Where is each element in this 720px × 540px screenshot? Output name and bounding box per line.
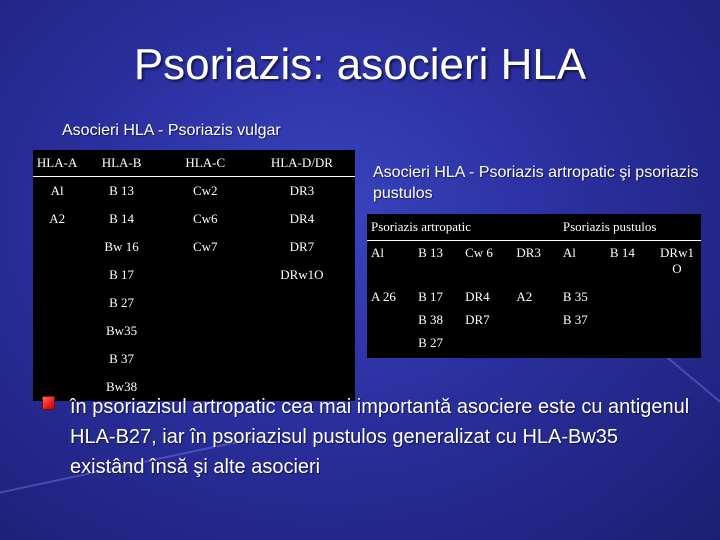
table-header-row xyxy=(367,214,701,241)
table-cell xyxy=(162,345,249,373)
table-psoriazis-vulgar xyxy=(33,150,355,401)
table-cell: Al xyxy=(371,245,384,260)
table-cell: B 37 xyxy=(109,351,134,366)
column-header: Psoriazis artropatic xyxy=(367,214,559,241)
table-cell xyxy=(512,312,559,335)
table-row xyxy=(33,205,355,233)
table-cell: Bw 16 xyxy=(104,239,139,254)
table-row xyxy=(367,335,701,358)
table-cell xyxy=(606,335,653,358)
table-cell: B 35 xyxy=(562,289,588,304)
table-header-row xyxy=(33,150,355,177)
table-cell xyxy=(367,335,414,358)
column-header: HLA-C xyxy=(162,150,249,177)
table-cell xyxy=(606,289,653,312)
table-cell xyxy=(653,335,701,358)
table-cell: B 13 xyxy=(418,245,443,260)
subtitle-psoriazis-artropatic-pustulos: Asocieri HLA - Psoriazis artropatic şi psoriazis pustulos xyxy=(373,164,699,202)
column-header: HLA-B xyxy=(81,150,162,177)
table-cell: B 27 xyxy=(418,335,443,350)
column-header: HLA-A xyxy=(33,150,81,177)
table-cell: B 27 xyxy=(109,295,134,310)
column-header: Psoriazis pustulos xyxy=(559,214,701,241)
table-cell: Cw6 xyxy=(192,211,218,226)
table-row xyxy=(33,317,355,345)
table-row xyxy=(33,289,355,317)
table-cell: Cw 6 xyxy=(465,245,493,260)
bullet-item xyxy=(42,392,692,482)
table-cell xyxy=(653,312,701,335)
table-cell xyxy=(512,335,559,358)
table-cell xyxy=(162,261,249,289)
table-cell: Al xyxy=(562,245,576,260)
table-cell: Cw7 xyxy=(192,239,218,254)
bullet-text: în psoriazisul artropatic cea mai importantă asociere este cu antigenul HLA-B27, iar în psoriazisul pustulos generalizat cu HLA-Bw35 existând însă şi alte asocieri xyxy=(70,396,690,478)
table-cell: DR3 xyxy=(289,183,315,198)
table-cell: B 14 xyxy=(609,245,635,260)
table-cell xyxy=(249,345,355,373)
table-row xyxy=(367,241,701,290)
table-cell: Cw2 xyxy=(192,183,218,198)
table-cell: Bw35 xyxy=(106,323,138,338)
table-row xyxy=(33,233,355,261)
table-cell xyxy=(162,289,249,317)
table-cell: A2 xyxy=(516,289,533,304)
table-cell xyxy=(559,335,606,358)
column-header: HLA-D/DR xyxy=(249,150,355,177)
table-row xyxy=(33,177,355,206)
table-row xyxy=(33,261,355,289)
table-cell: A 26 xyxy=(371,289,396,304)
table-cell: B 13 xyxy=(109,183,134,198)
table-cell xyxy=(461,335,512,358)
table-cell xyxy=(33,233,81,261)
table-cell xyxy=(33,317,81,345)
table-cell: B 14 xyxy=(109,211,134,226)
table-cell xyxy=(33,261,81,289)
table-row xyxy=(33,345,355,373)
table-cell: DRw1 O xyxy=(660,245,694,276)
table-cell xyxy=(367,312,414,335)
table-cell: DR7 xyxy=(289,239,315,254)
table-psoriazis-artropatic-pustulos xyxy=(367,214,701,358)
subtitle-psoriazis-vulgar: Asocieri HLA - Psoriazis vulgar xyxy=(62,122,281,139)
table-cell: DR3 xyxy=(516,245,541,260)
table-cell xyxy=(33,289,81,317)
table-cell xyxy=(33,345,81,373)
table-cell xyxy=(162,317,249,345)
square-bullet-icon xyxy=(42,396,55,410)
table-cell: B 17 xyxy=(418,289,443,304)
table-cell xyxy=(606,312,653,335)
table-row xyxy=(367,312,701,335)
table-cell xyxy=(653,289,701,312)
table-cell: DRw1O xyxy=(280,267,324,282)
table-cell: DR4 xyxy=(289,211,315,226)
table-cell xyxy=(249,317,355,345)
table-cell: Bw38 xyxy=(106,379,138,394)
table-cell: B 38 xyxy=(418,312,443,327)
table-row xyxy=(367,289,701,312)
table-cell: DR4 xyxy=(465,289,490,304)
table-cell: Al xyxy=(50,183,64,198)
table-cell: A2 xyxy=(49,211,66,226)
slide-title: Psoriazis: asocieri HLA xyxy=(133,40,587,89)
table-cell: B 37 xyxy=(562,312,588,327)
table-cell xyxy=(249,289,355,317)
table-cell: B 17 xyxy=(109,267,134,282)
table-cell: DR7 xyxy=(465,312,490,327)
